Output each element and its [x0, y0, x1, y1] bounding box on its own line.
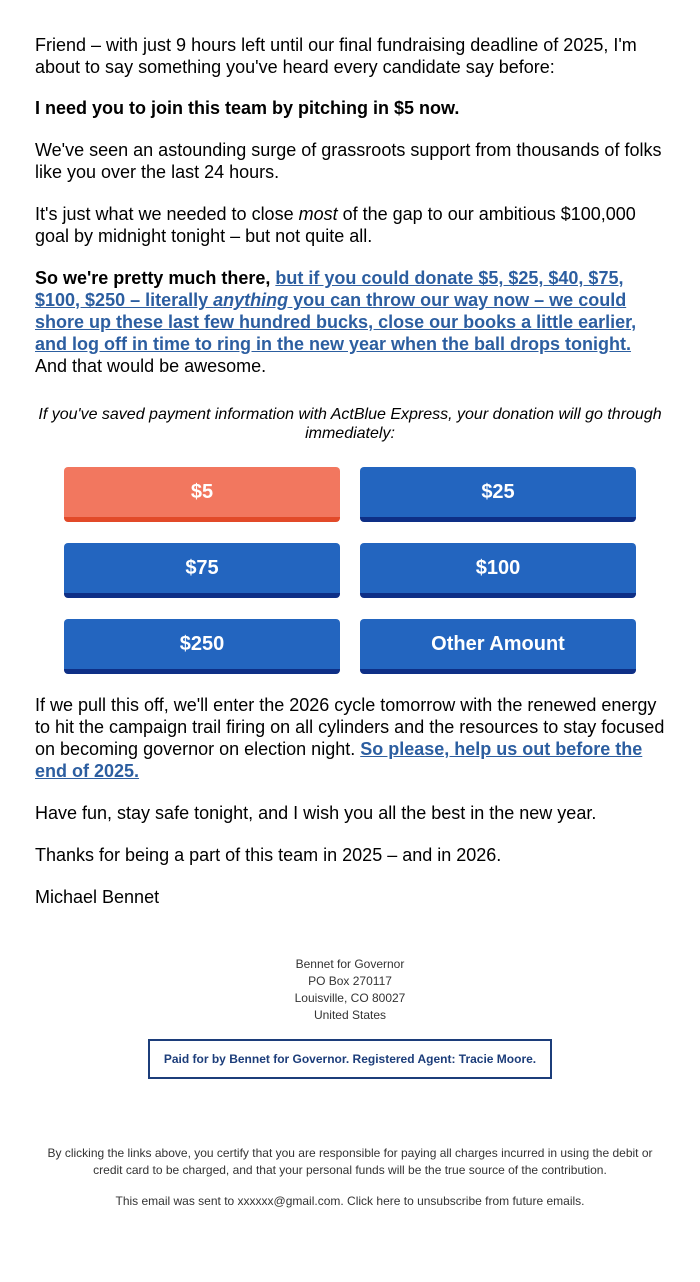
unsubscribe-line[interactable]: This email was sent to xxxxxx@gmail.com. Click here to unsubscribe from future emails. [115, 1194, 585, 1208]
signature: Michael Bennet [35, 887, 160, 907]
donate-anything-link[interactable]: but if you could donate $5, $25, $40, $75, $100, $250 – literally anything you can throw our way now – we could shore up these last few hundred bucks, close our books a little earlier, and log off in time to ring in the new year when the ball drops tonight. [35, 268, 637, 354]
cycle-paragraph: If we pull this off, we'll enter the 2026 cycle tomorrow with the renewed energy to hit the campaign trail firing on all cylinders and the resources to stay focused on becoming governor on election night. So please, help us out before the end of 2025. [35, 695, 665, 781]
paid-for-disclaimer-box: Paid for by Bennet for Governor. Registered Agent: Tracie Moore. [148, 1039, 552, 1079]
donate-5-button[interactable]: $5 [64, 467, 340, 522]
help-us-out-link[interactable]: So please, help us out before the end of 2025. [35, 739, 643, 781]
footer [35, 956, 665, 1079]
thanks-paragraph: Thanks for being a part of this team in 2025 – and in 2026. [35, 845, 502, 865]
mailing-address [35, 956, 665, 1024]
contribution-disclaimer: By clicking the links above, you certify that you are responsible for paying all charges incurred in using the debit or credit card to be charged, and that your personal funds will be the true source of the contribution. [47, 1146, 653, 1177]
email-body [35, 0, 665, 1210]
goal-paragraph: It's just what we needed to close most of the gap to our ambitious $100,000 goal by midnight tonight – but not quite all. [35, 204, 636, 246]
donate-250-button[interactable]: $250 [64, 619, 340, 674]
donate-ask-lead: So we're pretty much there, [35, 268, 276, 288]
donate-other-amount-button[interactable]: Other Amount [360, 619, 636, 674]
actblue-express-note: If you've saved payment information with ActBlue Express, your donation will go through immediately: [38, 406, 662, 442]
address-po-box: PO Box 270117 [308, 974, 392, 988]
donate-75-button[interactable]: $75 [64, 543, 340, 598]
greeting-paragraph: Friend – with just 9 hours left until our final fundraising deadline of 2025, I'm about to say something you've heard every candidate say before: [35, 35, 637, 77]
address-city: Louisville, CO 80027 [294, 991, 406, 1005]
address-org: Bennet for Governor [295, 957, 405, 971]
donate-100-button[interactable]: $100 [360, 543, 636, 598]
ask-headline: I need you to join this team by pitching in $5 now. [35, 98, 460, 118]
donate-25-button[interactable]: $25 [360, 467, 636, 522]
support-paragraph: We've seen an astounding surge of grassroots support from thousands of folks like you over the last 24 hours. [35, 140, 662, 182]
new-year-wishes: Have fun, stay safe tonight, and I wish you all the best in the new year. [35, 803, 597, 823]
donate-ask-paragraph: So we're pretty much there, but if you could donate $5, $25, $40, $75, $100, $250 – literally anything you can throw our way now – we could shore up these last few hundred bucks, close our books a little earlier, and log off in time to ring in the new year when the ball drops tonight. And that would be awesome. [35, 268, 637, 376]
address-country: United States [313, 1008, 387, 1022]
emphasis-most: most [298, 204, 338, 224]
donation-button-grid [35, 467, 665, 674]
